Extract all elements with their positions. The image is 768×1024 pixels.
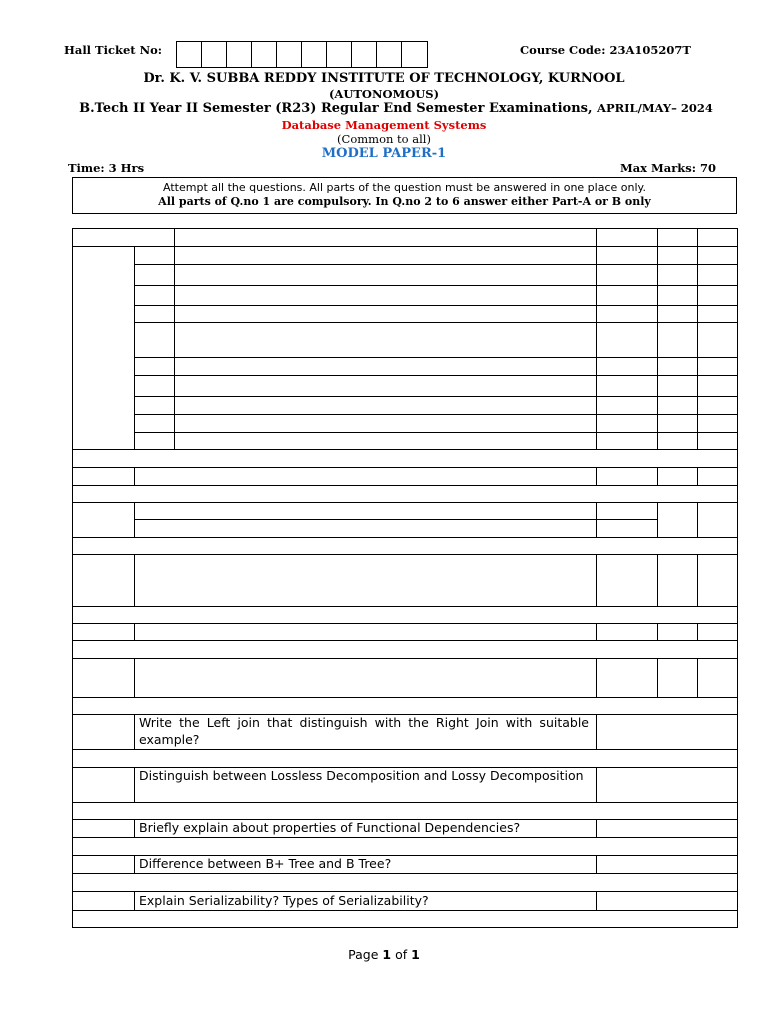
instruction-line-2: All parts of Q.no 1 are compulsory. In Q.no 2 to 6 answer either Part-A or B only	[158, 195, 651, 208]
ticket-box[interactable]	[177, 42, 202, 67]
max-marks-label: Max Marks: 70	[620, 161, 716, 175]
page-number	[0, 947, 768, 962]
question-serializability: Explain Serializability? Types of Serializability?	[139, 893, 429, 908]
page-current: 1	[382, 947, 392, 962]
hall-ticket-label: Hall Ticket No:	[64, 43, 163, 57]
question-lossless-decomposition: Distinguish between Lossless Decomposition and Lossy Decomposition	[139, 768, 584, 783]
instruction-line-1: Attempt all the questions. All parts of the question must be answered in one place only.	[163, 181, 646, 194]
ticket-box[interactable]	[202, 42, 227, 67]
exam-main: B.Tech II Year II Semester (R23) Regular End Semester Examinations,	[79, 101, 598, 116]
question-left-right-join: Write the Left join that distinguish with the Right Join with suitable example?	[139, 715, 589, 747]
common-label: (Common to all)	[337, 132, 431, 146]
exam-month: APRIL/MAY– 2024	[597, 101, 713, 115]
instructions-box	[72, 177, 737, 214]
institute-name: Dr. K. V. SUBBA REDDY INSTITUTE OF TECHNOLOGY, KURNOOL	[143, 71, 625, 86]
hall-ticket-boxes[interactable]	[176, 41, 428, 68]
course-code: Course Code: 23A105207T	[520, 43, 691, 57]
ticket-box[interactable]	[352, 42, 377, 67]
ticket-box[interactable]	[227, 42, 252, 67]
page-total: 1	[411, 947, 420, 962]
model-paper-title: MODEL PAPER-1	[321, 146, 447, 161]
page-of: of	[391, 947, 412, 962]
time-label: Time: 3 Hrs	[68, 161, 145, 175]
ticket-box[interactable]	[327, 42, 352, 67]
page-prefix: Page	[348, 947, 383, 962]
autonomous-label: (AUTONOMOUS)	[328, 87, 440, 101]
ticket-box[interactable]	[377, 42, 402, 67]
exam-title	[66, 101, 726, 116]
question-bplus-tree: Difference between B+ Tree and B Tree?	[139, 856, 392, 871]
ticket-box[interactable]	[402, 42, 427, 67]
question-functional-dependencies: Briefly explain about properties of Functional Dependencies?	[139, 820, 521, 835]
ticket-box[interactable]	[302, 42, 327, 67]
ticket-box[interactable]	[252, 42, 277, 67]
ticket-box[interactable]	[277, 42, 302, 67]
subject-name: Database Management Systems	[281, 118, 487, 132]
